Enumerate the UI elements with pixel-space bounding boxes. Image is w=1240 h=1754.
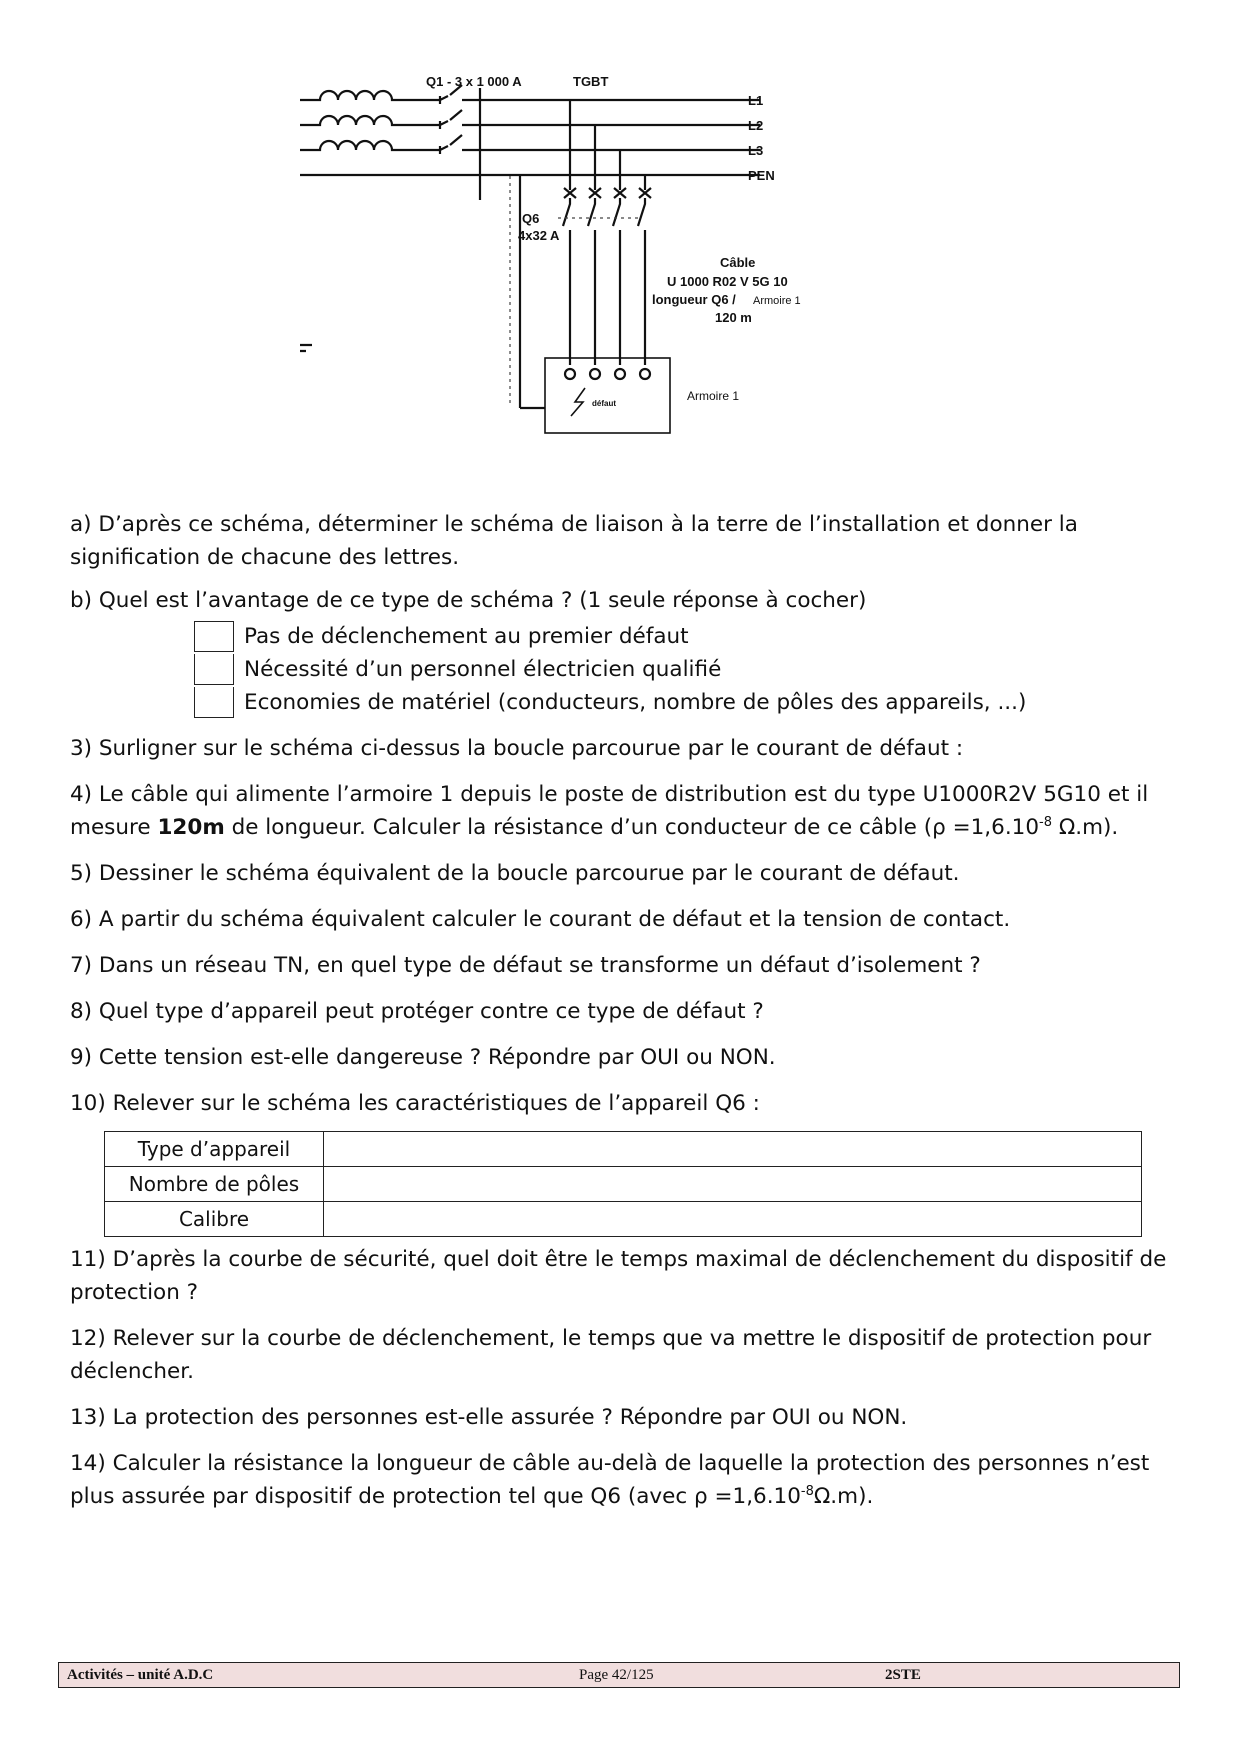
question-7: 7) Dans un réseau TN, en quel type de défaut se transforme un défaut d’isolement ?: [70, 953, 981, 978]
answer-cell[interactable]: [324, 1202, 1142, 1237]
tgbt-label: TGBT: [573, 74, 609, 89]
choice-label: Nécessité d’un personnel électricien qualifié: [244, 657, 722, 682]
choice-label: Economies de matériel (conducteurs, nombre de pôles des appareils, ...): [244, 690, 1027, 715]
question-a: a) D’après ce schéma, déterminer le schéma de liaison à la terre de l’installation et donner la signification de chacune des lettres.: [70, 512, 1078, 570]
table-label: Calibre: [105, 1202, 324, 1237]
page-number: Page 42/125: [579, 1667, 654, 1683]
footer-right: 2STE: [885, 1667, 921, 1683]
answer-cell[interactable]: [324, 1132, 1142, 1167]
page-footer: [58, 1662, 1180, 1688]
table-row: [105, 1167, 1142, 1202]
choice-1[interactable]: [194, 620, 1180, 653]
questions: [70, 508, 1180, 1526]
cable-title: Câble: [720, 255, 756, 270]
footer-left: Activités – unité A.D.C: [67, 1667, 214, 1683]
table-label: Nombre de pôles: [105, 1167, 324, 1202]
line-label-l3: L3: [748, 143, 764, 158]
question-12: 12) Relever sur la courbe de déclenchement, le temps que va mettre le dispositif de protection pour déclencher.: [70, 1326, 1152, 1384]
question-5: 5) Dessiner le schéma équivalent de la boucle parcourue par le courant de défaut.: [70, 861, 960, 886]
question-14: 14) Calculer la résistance la longueur de câble au-delà de laquelle la protection des personnes n’est plus assurée par dispositif de protection tel que Q6 (avec $\rho =1,6.10^{-8}\Omega.m$).: [70, 1451, 1150, 1509]
question-10: 10) Relever sur le schéma les caractéristiques de l’appareil Q6 :: [70, 1091, 760, 1116]
answer-choices: [194, 620, 1180, 719]
checkbox[interactable]: [194, 687, 234, 718]
choice-2[interactable]: [194, 653, 1180, 686]
cable-type: U 1000 R02 V 5G 10: [667, 274, 788, 289]
table-row: [105, 1202, 1142, 1237]
q6-characteristics-table: [104, 1131, 1142, 1237]
q6-rating: 4x32 A: [518, 228, 560, 243]
q6-label: Q6: [522, 211, 540, 226]
cabinet-label: Armoire 1: [687, 389, 740, 403]
question-11: 11) D’après la courbe de sécurité, quel doit être le temps maximal de déclenchement du dispositif de protection ?: [70, 1247, 1167, 1305]
line-label-l1: L1: [748, 93, 764, 108]
question-8: 8) Quel type d’appareil peut protéger contre ce type de défaut ?: [70, 999, 764, 1024]
table-row: [105, 1132, 1142, 1167]
electrical-diagram: [300, 70, 920, 490]
cable-length: 120 m: [715, 310, 752, 325]
question-4: 4) Le câble qui alimente l’armoire 1 depuis le poste de distribution est du type U1000R2V 5G10 et il mesure 120m de longueur. Calculer la résistance d’un conducteur de ce câble ($\rho =1,6.10^{-8}$ Ω.m).: [70, 782, 1149, 840]
choice-3[interactable]: [194, 686, 1180, 719]
question-b: b) Quel est l’avantage de ce type de schéma ? (1 seule réponse à cocher): [70, 588, 867, 613]
line-label-l2: L2: [748, 118, 764, 133]
question-3: 3) Surligner sur le schéma ci-dessus la boucle parcourue par le courant de défaut :: [70, 736, 964, 761]
question-6: 6) A partir du schéma équivalent calculer le courant de défaut et la tension de contact.: [70, 907, 1011, 932]
fault-label: défaut: [592, 399, 616, 408]
breaker-label: Q1 - 3 x 1 000 A: [426, 74, 522, 89]
line-label-pen: PEN: [748, 168, 775, 183]
checkbox[interactable]: [194, 621, 234, 652]
table-label: Type d’appareil: [105, 1132, 324, 1167]
answer-cell[interactable]: [324, 1167, 1142, 1202]
cable-length-note: Armoire 1: [753, 295, 801, 307]
question-9: 9) Cette tension est-elle dangereuse ? Répondre par OUI ou NON.: [70, 1045, 776, 1070]
choice-label: Pas de déclenchement au premier défaut: [244, 624, 689, 649]
question-13: 13) La protection des personnes est-elle assurée ? Répondre par OUI ou NON.: [70, 1405, 908, 1430]
cable-length-label: longueur Q6 /: [652, 292, 736, 307]
checkbox[interactable]: [194, 654, 234, 685]
